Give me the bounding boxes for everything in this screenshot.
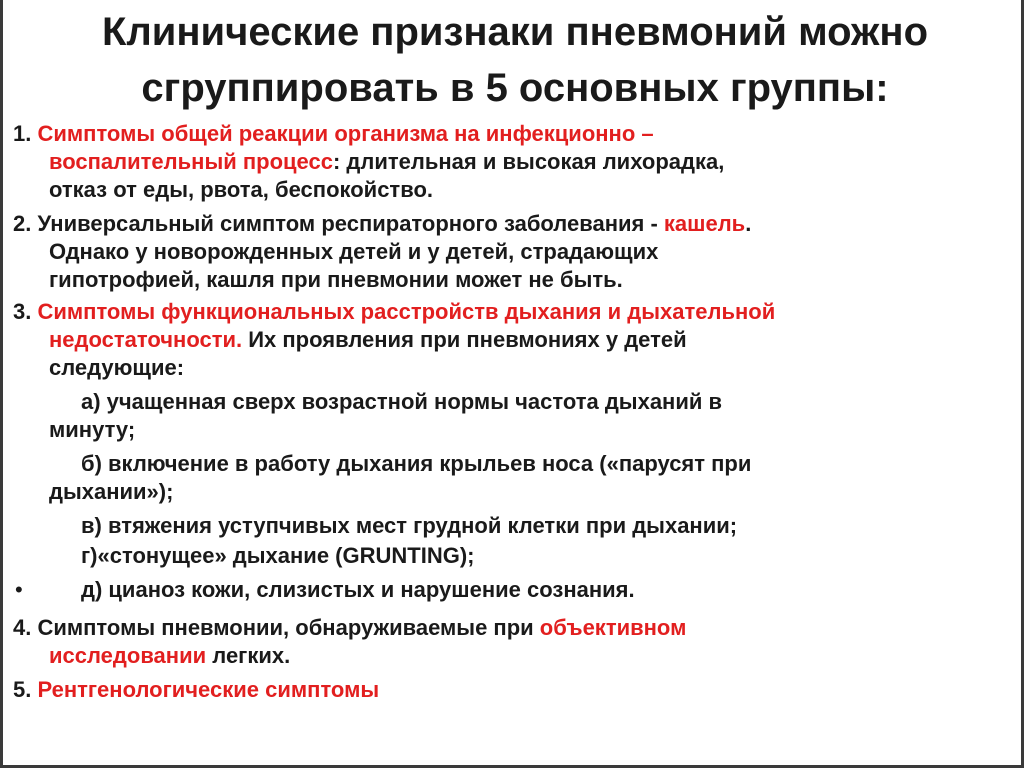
- item-1-line-3: отказ от еды, рвота, беспокойство.: [49, 177, 433, 202]
- item-3-line-2: [49, 326, 687, 354]
- sub-item-a-line-2: минуту;: [49, 417, 136, 442]
- item-2-period: .: [745, 211, 752, 236]
- item-4-text-1: 4. Симптомы пневмонии, обнаруживаемые при: [13, 615, 540, 640]
- item-5-line-1: [13, 676, 379, 704]
- item-4-highlight-1: объективном: [539, 615, 687, 640]
- item-3-number: 3.: [13, 299, 38, 324]
- sub-item-b-line-2: дыхании»);: [49, 479, 174, 504]
- item-5-number: 5.: [13, 677, 38, 702]
- item-5-highlight: Рентгенологические симптомы: [37, 677, 380, 702]
- sub-item-b-line-1: б) включение в работу дыхания крыльев носа («парусят при: [81, 451, 752, 476]
- item-1-line-2: [49, 148, 724, 176]
- item-3-highlight-2: недостаточности.: [49, 327, 243, 352]
- item-2-line-3: гипотрофией, кашля при пневмонии может не быть.: [49, 267, 623, 292]
- item-4-highlight-2: исследовании: [49, 643, 207, 668]
- item-4-text-2: легких.: [206, 643, 291, 668]
- sub-item-g: г)«стонущее» дыхание (GRUNTING);: [81, 543, 475, 568]
- title-line-2: сгруппировать в 5 основных группы:: [141, 66, 889, 110]
- title-line-1: Клинические признаки пневмоний можно: [101, 10, 928, 54]
- item-1-highlight-1: Симптомы общей реакции организма на инфекционно –: [37, 121, 654, 146]
- item-2-line-2: Однако у новорожденных детей и у детей, страдающих: [49, 239, 659, 264]
- item-3-highlight-1: Симптомы функциональных расстройств дыхания и дыхательной: [37, 299, 776, 324]
- item-3-text-2: Их проявления при пневмониях у детей: [242, 327, 687, 352]
- item-1-text-2: : длительная и высокая лихорадка,: [332, 149, 725, 174]
- item-3-line-1: [13, 298, 775, 326]
- sub-item-a-line-1: а) учащенная сверх возрастной нормы частота дыханий в: [81, 389, 723, 414]
- slide-title: [23, 4, 1007, 116]
- item-4-line-1: [13, 614, 686, 642]
- sub-item-v: в) втяжения уступчивых мест грудной клетки при дыхании;: [81, 513, 738, 538]
- item-2-text-1: 2. Универсальный симптом респираторного заболевания -: [13, 211, 664, 236]
- item-3-line-3: следующие:: [49, 355, 185, 380]
- item-1-number: 1.: [13, 121, 38, 146]
- item-1-line-1: [13, 120, 654, 148]
- sub-item-d: д) цианоз кожи, слизистых и нарушение сознания.: [81, 577, 635, 602]
- item-1-highlight-2: воспалительный процесс: [49, 149, 333, 174]
- bullet-icon: •: [15, 577, 23, 602]
- item-4-line-2: [49, 642, 290, 670]
- item-2-highlight: кашель: [663, 211, 746, 236]
- item-2-line-1: [13, 210, 751, 238]
